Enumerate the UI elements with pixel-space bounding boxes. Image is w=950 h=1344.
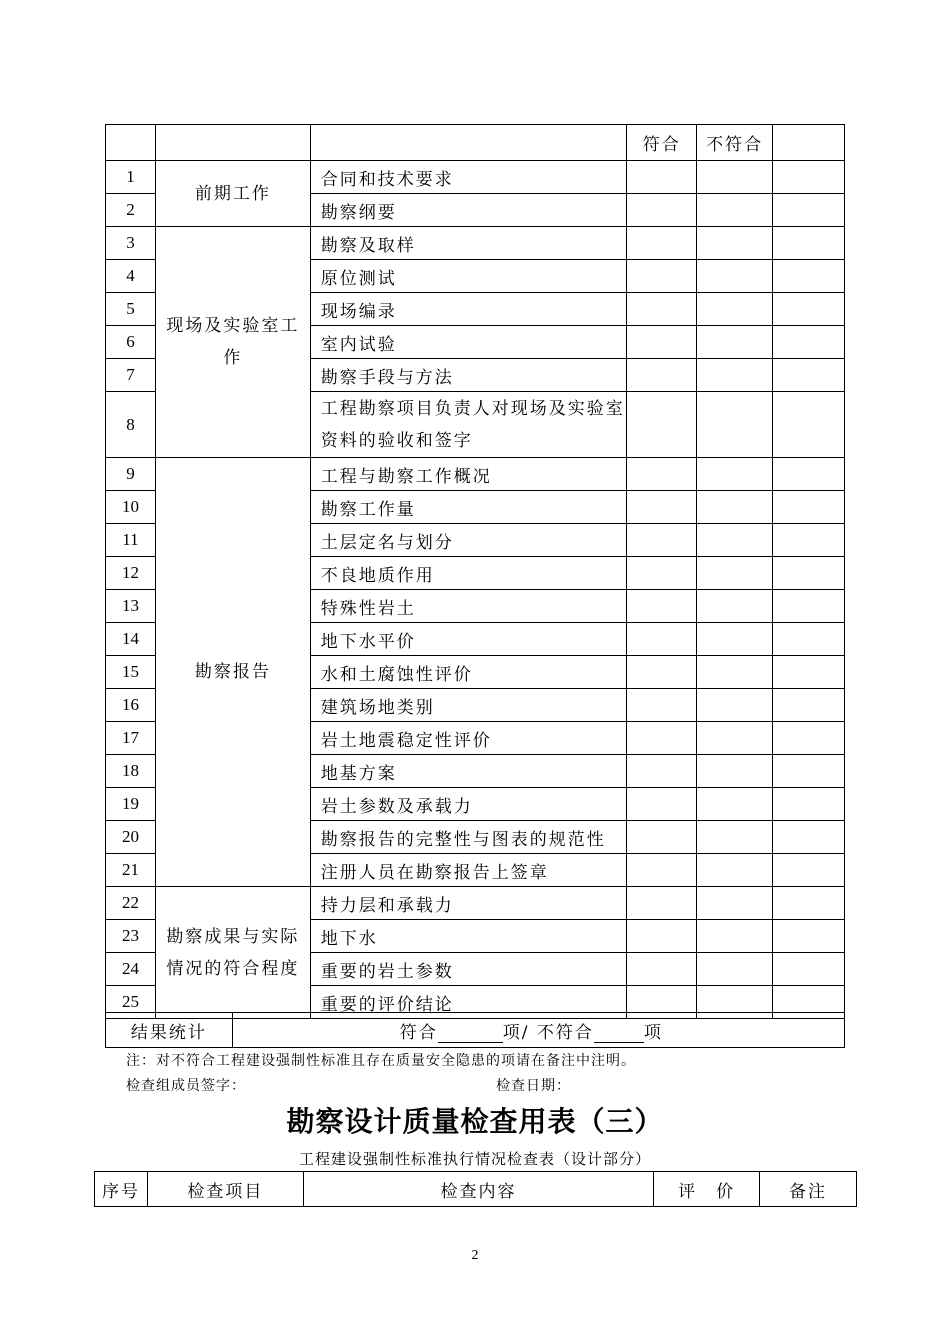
row-number: 24 (106, 953, 156, 986)
remark-cell[interactable] (773, 293, 845, 326)
row-item: 勘察纲要 (310, 194, 627, 227)
conform-cell[interactable] (627, 491, 697, 524)
remark-cell[interactable] (773, 854, 845, 887)
nonconform-cell[interactable] (697, 755, 773, 788)
nonconform-cell[interactable] (697, 359, 773, 392)
nonconform-cell[interactable] (697, 524, 773, 557)
remark-cell[interactable] (773, 458, 845, 491)
row-number: 22 (106, 887, 156, 920)
nonconform-cell[interactable] (697, 458, 773, 491)
header-remark (773, 125, 845, 161)
row-number: 4 (106, 260, 156, 293)
row-item: 地下水 (310, 920, 627, 953)
nonconform-cell[interactable] (697, 623, 773, 656)
row-item: 土层定名与划分 (310, 524, 627, 557)
col-header-no: 序号 (95, 1172, 148, 1207)
remark-cell[interactable] (773, 227, 845, 260)
table-row (106, 887, 845, 920)
conform-cell[interactable] (627, 953, 697, 986)
signers-label: 检查组成员签字： (126, 1078, 246, 1094)
summary-table (105, 1012, 845, 1048)
row-number: 2 (106, 194, 156, 227)
header-cell-empty (155, 125, 310, 161)
row-number: 23 (106, 920, 156, 953)
col-header-content: 检查内容 (303, 1172, 653, 1207)
conform-cell[interactable] (627, 887, 697, 920)
row-number: 25 (106, 986, 156, 1019)
inspection-table (105, 124, 845, 1019)
nonconform-cell[interactable] (697, 491, 773, 524)
remark-cell[interactable] (773, 722, 845, 755)
row-item: 注册人员在勘察报告上签章 (310, 854, 627, 887)
row-number: 14 (106, 623, 156, 656)
section-subtitle: 工程建设强制性标准执行情况检查表（设计部分） (298, 1150, 651, 1168)
remark-cell[interactable] (773, 161, 845, 194)
row-number: 17 (106, 722, 156, 755)
row-item: 岩土地震稳定性评价 (310, 722, 627, 755)
remark-cell[interactable] (773, 656, 845, 689)
conform-cell[interactable] (627, 788, 697, 821)
row-item: 重要的岩土参数 (310, 953, 627, 986)
header-nonconform: 不符合 (697, 125, 773, 161)
row-item: 原位测试 (310, 260, 627, 293)
conform-cell[interactable] (627, 854, 697, 887)
nonconform-cell[interactable] (697, 788, 773, 821)
section-title: 勘察设计质量检查用表（三） (286, 1105, 664, 1138)
row-number: 16 (106, 689, 156, 722)
row-number: 12 (106, 557, 156, 590)
conform-cell[interactable] (627, 722, 697, 755)
table-header-row (95, 1172, 857, 1207)
summary-unit: 项/ (502, 1022, 530, 1043)
row-item: 不良地质作用 (310, 557, 627, 590)
row-number: 15 (106, 656, 156, 689)
row-number: 1 (106, 161, 156, 194)
group-cell: 前期工作 (155, 161, 310, 227)
nonconform-cell[interactable] (697, 392, 773, 458)
conform-cell[interactable] (627, 194, 697, 227)
group-cell: 现场及实验室工作 (155, 227, 310, 458)
row-item: 勘察工作量 (310, 491, 627, 524)
conform-count-blank[interactable] (438, 1024, 503, 1043)
row-item: 合同和技术要求 (310, 161, 627, 194)
col-header-item: 检查项目 (147, 1172, 303, 1207)
row-number: 20 (106, 821, 156, 854)
conform-cell[interactable] (627, 359, 697, 392)
row-item: 地基方案 (310, 755, 627, 788)
table-header-row (106, 125, 845, 161)
row-item: 特殊性岩土 (310, 590, 627, 623)
table-row (106, 227, 845, 260)
row-number: 9 (106, 458, 156, 491)
conform-cell[interactable] (627, 821, 697, 854)
remark-cell[interactable] (773, 524, 845, 557)
nonconform-cell[interactable] (697, 326, 773, 359)
conform-cell[interactable] (627, 293, 697, 326)
row-item: 地下水平价 (310, 623, 627, 656)
remark-cell[interactable] (773, 326, 845, 359)
row-number: 7 (106, 359, 156, 392)
remark-cell[interactable] (773, 491, 845, 524)
nonconform-cell[interactable] (697, 722, 773, 755)
header-conform: 符合 (627, 125, 697, 161)
row-item: 勘察手段与方法 (310, 359, 627, 392)
row-number: 13 (106, 590, 156, 623)
remark-cell[interactable] (773, 392, 845, 458)
remark-cell[interactable] (773, 557, 845, 590)
row-item: 岩土参数及承载力 (310, 788, 627, 821)
nonconform-cell[interactable] (697, 821, 773, 854)
row-item: 工程与勘察工作概况 (310, 458, 627, 491)
remark-cell[interactable] (773, 887, 845, 920)
summary-label: 结果统计 (106, 1013, 233, 1048)
row-number: 19 (106, 788, 156, 821)
nonconform-cell[interactable] (697, 194, 773, 227)
nonconform-cell[interactable] (697, 689, 773, 722)
nonconform-cell[interactable] (697, 854, 773, 887)
nonconform-cell[interactable] (697, 656, 773, 689)
conform-cell[interactable] (627, 524, 697, 557)
remark-cell[interactable] (773, 755, 845, 788)
conform-cell[interactable] (627, 689, 697, 722)
design-check-table (94, 1171, 857, 1207)
conform-cell[interactable] (627, 392, 697, 458)
nonconform-cell[interactable] (697, 590, 773, 623)
summary-conform-label: 符合 (399, 1022, 438, 1043)
remark-cell[interactable] (773, 920, 845, 953)
nonconform-cell[interactable] (697, 227, 773, 260)
col-header-eval: 评 价 (654, 1172, 760, 1207)
conform-cell[interactable] (627, 227, 697, 260)
row-number: 5 (106, 293, 156, 326)
row-item: 持力层和承载力 (310, 887, 627, 920)
nonconform-cell[interactable] (697, 920, 773, 953)
nonconform-cell[interactable] (697, 161, 773, 194)
summary-unit2: 项 (643, 1022, 663, 1043)
row-number: 3 (106, 227, 156, 260)
conform-cell[interactable] (627, 755, 697, 788)
remark-cell[interactable] (773, 953, 845, 986)
row-item: 水和土腐蚀性评价 (310, 656, 627, 689)
row-item: 勘察及取样 (310, 227, 627, 260)
col-header-remark: 备注 (760, 1172, 857, 1207)
group-cell: 勘察报告 (155, 458, 310, 887)
summary-nonconform-label: 不符合 (536, 1022, 594, 1043)
remark-cell[interactable] (773, 359, 845, 392)
nonconform-cell[interactable] (697, 260, 773, 293)
summary-cell (232, 1013, 844, 1048)
summary-row (106, 1013, 845, 1048)
conform-cell[interactable] (627, 656, 697, 689)
conform-cell[interactable] (627, 458, 697, 491)
row-item: 勘察报告的完整性与图表的规范性 (310, 821, 627, 854)
remark-cell[interactable] (773, 623, 845, 656)
note-text: 注：对不符合工程建设强制性标准且存在质量安全隐患的项请在备注中注明。 (126, 1053, 636, 1069)
conform-cell[interactable] (627, 590, 697, 623)
conform-cell[interactable] (627, 920, 697, 953)
remark-cell[interactable] (773, 260, 845, 293)
header-cell-empty (310, 125, 627, 161)
row-number: 11 (106, 524, 156, 557)
nonconform-cell[interactable] (697, 557, 773, 590)
remark-cell[interactable] (773, 821, 845, 854)
nonconform-cell[interactable] (697, 887, 773, 920)
table-row (106, 458, 845, 491)
table-row (106, 161, 845, 194)
remark-cell[interactable] (773, 788, 845, 821)
row-item: 重要的评价结论 (310, 986, 627, 1019)
row-number: 21 (106, 854, 156, 887)
nonconform-cell[interactable] (697, 953, 773, 986)
row-item: 室内试验 (310, 326, 627, 359)
conform-cell[interactable] (627, 260, 697, 293)
header-cell-empty (106, 125, 156, 161)
row-item: 现场编录 (310, 293, 627, 326)
page-number: 2 (471, 1248, 479, 1263)
row-number: 8 (106, 392, 156, 458)
date-label: 检查日期： (496, 1078, 571, 1094)
remark-cell[interactable] (773, 689, 845, 722)
group-cell: 勘察成果与实际情况的符合程度 (155, 887, 310, 1019)
remark-cell[interactable] (773, 590, 845, 623)
nonconform-count-blank[interactable] (594, 1024, 644, 1043)
row-number: 10 (106, 491, 156, 524)
conform-cell[interactable] (627, 161, 697, 194)
row-number: 6 (106, 326, 156, 359)
remark-cell[interactable] (773, 194, 845, 227)
conform-cell[interactable] (627, 326, 697, 359)
row-item: 工程勘察项目负责人对现场及实验室资料的验收和签字 (310, 392, 627, 458)
conform-cell[interactable] (627, 623, 697, 656)
row-item: 建筑场地类别 (310, 689, 627, 722)
row-number: 18 (106, 755, 156, 788)
nonconform-cell[interactable] (697, 293, 773, 326)
conform-cell[interactable] (627, 557, 697, 590)
